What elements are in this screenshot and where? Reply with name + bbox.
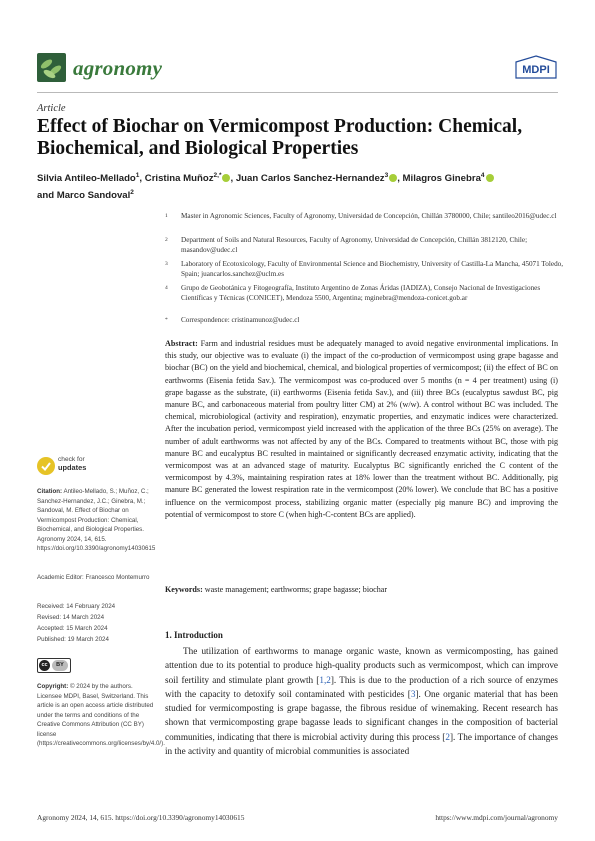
mdpi-logo[interactable] xyxy=(515,55,557,79)
author-affil: 2 xyxy=(130,189,134,197)
section-heading: 1. Introduction xyxy=(165,630,223,640)
updates-line1: check for xyxy=(58,456,85,463)
cc-by-license-icon[interactable] xyxy=(37,658,71,673)
author-name[interactable]: Cristina Muñoz xyxy=(144,173,214,185)
affiliation-number: 4 xyxy=(165,285,168,291)
author-sep: , xyxy=(397,173,403,185)
author-affil: 1 xyxy=(135,172,140,179)
keywords-text: waste management; earthworms; grape bagasse; biochar xyxy=(204,585,388,594)
intro-segment: ]. One organic material that has been studied for vermicomposting is grape bagasse, the fibrous residue of winemaking. Recent research has shown that vermicomposting grape bagasse leads to significant changes in the composition of bacterial communities, indicating that there is microbial activity during this process [ xyxy=(165,688,558,742)
author-sep: , xyxy=(139,173,145,185)
intro-segment: ]. The importance of changes in the activity and quantity of microbial communities is associated xyxy=(165,731,558,757)
citation-link[interactable]: 3 xyxy=(410,688,416,699)
abstract-text: Farm and industrial residues must be adequately managed to avoid negative environmental implications. In this study, our objective was to evaluate (i) the impact of the co-production of vermicompost using grape bagasse and biochar (BC) on the yield and biochemical, chemical, and biological properties of vermicompost; (ii) the effect of BC on earthworms (Eisenia fetida Sav.). The vermicompost was co-produced over 5 months (n = 4 per treatment) using (i) grape bagasse as the substrate, (ii) earthworms (Eisenia fetida Sav.), and (iii) three BCs (eucalyptus sawdust BC, pig manure BC, and carbonaceous material from poultry litter CM) at 2% (w/w). A control without BC was included. The chemical, microbiological (activity and respiration), enzymatic properties, and enzymatic indices were characterized. After the incubation period, vermicompost yield increased with the application of the three BCs (25% on average). The number of adult earthworms was not affected by any of the BCs. Compared to treatments without BC, those with pig manure BC and eucalyptus BC resulted in maintained or significantly decreased enzymatic activity, indicating that the vermicompost was at an advanced stage of maturity. Eucalyptus BC significantly enriched the C content of the vermicompost by 4.3%, maintaining respiration rates at 18% lower than the treatment without BC. Additionally, pig manure BC generated the lowest respiration rate in the vermicompost (20% lower). We conclude that BC has a positive influence on the vermicompost process, stabilizing organic matter (especially pig manure BC) and improving the potential of vermicompost to store C (when high-C-content BCs are applied). xyxy=(165,339,558,519)
author-name[interactable]: Juan Carlos Sanchez-Hernandez xyxy=(235,173,385,185)
header-divider xyxy=(37,92,558,93)
affiliation-number: 3 xyxy=(165,261,168,267)
affiliation-text: Master in Agronomic Sciences, Faculty of Agronomy, Universidad de Concepción, Chillán 3780000, Chile; santileo2016@udec.cl xyxy=(181,212,557,220)
check-updates-icon xyxy=(37,457,55,475)
affiliation-number: * xyxy=(165,317,168,323)
citation-label: Citation: xyxy=(37,488,63,495)
copyright-label: Copyright: xyxy=(37,683,69,690)
affiliation xyxy=(165,260,565,279)
affiliation xyxy=(165,316,565,326)
article-type: Article xyxy=(37,103,66,114)
updates-line2: updates xyxy=(58,463,87,472)
author-affil: 3 xyxy=(384,172,389,179)
author-affil: 2,* xyxy=(213,172,222,179)
journal-logo xyxy=(37,53,66,82)
abstract xyxy=(165,338,558,521)
author-sep: , xyxy=(230,173,236,185)
citation-link[interactable]: 1,2 xyxy=(319,674,331,685)
footer-journal-url[interactable]: https://www.mdpi.com/journal/agronomy xyxy=(435,813,558,822)
mdpi-logo-text: MDPI xyxy=(522,64,550,76)
affiliation xyxy=(165,236,565,255)
author-affil: 4 xyxy=(480,172,485,179)
affiliation-text: Correspondence: cristinamunoz@udec.cl xyxy=(181,316,300,324)
abstract-label: Abstract: xyxy=(165,339,198,348)
affiliation-text: Department of Soils and Natural Resources, Faculty of Agronomy, Universidad de Concepción, Chillán 3812120, Chile; masandov@udec.cl xyxy=(181,236,528,254)
check-for-updates-badge[interactable] xyxy=(37,456,107,478)
intro-segment: The utilization of earthworms to manage organic waste, known as vermicomposting, has gained attention due to its potential to produce high-quality products such as vermicompost, which can improve soil fertility and stimulate plant growth [ xyxy=(165,646,558,685)
affiliation-number: 1 xyxy=(165,213,168,219)
by-icon: BY xyxy=(52,660,68,671)
academic-editor: Academic Editor: Francesco Montemurro xyxy=(37,574,150,581)
checkmark-icon xyxy=(37,457,55,475)
received-date: Received: 14 February 2024 xyxy=(37,603,116,610)
journal-name[interactable]: agronomy xyxy=(73,56,163,80)
intro-segment: ]. This is due to the production of a rich source of enzymes with the capacity to detoxify soil contaminated with pesticides [ xyxy=(165,674,559,699)
affiliation xyxy=(165,212,565,222)
affiliation-number: 2 xyxy=(165,237,168,243)
author-name[interactable]: Milagros Ginebra xyxy=(402,173,481,185)
introduction-text xyxy=(165,644,558,758)
keywords-label: Keywords: xyxy=(165,585,203,594)
keywords xyxy=(165,584,558,596)
accepted-date: Accepted: 15 March 2024 xyxy=(37,625,108,632)
published-date: Published: 19 March 2024 xyxy=(37,636,109,643)
copyright-text: © 2024 by the authors. Licensee MDPI, Basel, Switzerland. This article is an open access article distributed under the terms and conditions of the Creative Commons Attribution (CC BY) license (https://creativecommons.org/licenses/by/4.0/). xyxy=(37,683,165,747)
author-name[interactable]: Silvia Antileo-Mellado xyxy=(37,173,136,185)
copyright-block xyxy=(37,682,165,749)
affiliation-text: Grupo de Geobotánica y Fitogeografía, Instituto Argentino de Zonas Áridas (IADIZA), Consejo Nacional de Investigaciones Científicas y Técnicas (CONICET), Mendoza 5500, Argentina; mginebra@mendoza-conicet.gob.ar xyxy=(181,284,541,302)
footer-citation[interactable]: Agronomy 2024, 14, 615. https://doi.org/10.3390/agronomy14030615 xyxy=(37,813,245,822)
affiliation xyxy=(165,284,565,303)
article-title: Effect of Biochar on Vermicompost Production: Chemical, Biochemical, and Biological Properties xyxy=(37,116,523,159)
orcid-icon[interactable] xyxy=(486,174,494,182)
affiliation-text: Laboratory of Ecotoxicology, Faculty of Environmental Science and Biochemistry, University of Castilla-La Mancha, 45071 Toledo, Spain; juancarlos.sanchez@uclm.es xyxy=(181,260,564,278)
orcid-icon[interactable] xyxy=(389,174,397,182)
check-updates-label xyxy=(58,456,86,473)
revised-date: Revised: 14 March 2024 xyxy=(37,614,105,621)
author-list xyxy=(37,169,558,203)
cc-icon: cc xyxy=(39,660,50,671)
author-name[interactable]: and Marco Sandoval xyxy=(37,190,131,202)
citation-text: Antileo-Mellado, S.; Muñoz, C.; Sanchez-Hernandez, J.C.; Ginebra, M.; Sandoval, M. Effect of Biochar on Vermicompost Production: Chemical, Biochemical, and Biological Properties. Agronomy 2024, 14, 615. https://doi.org/10.3390/agronomy14030615 xyxy=(37,488,156,552)
citation-block xyxy=(37,487,155,554)
citation-link[interactable]: 2 xyxy=(445,731,450,742)
